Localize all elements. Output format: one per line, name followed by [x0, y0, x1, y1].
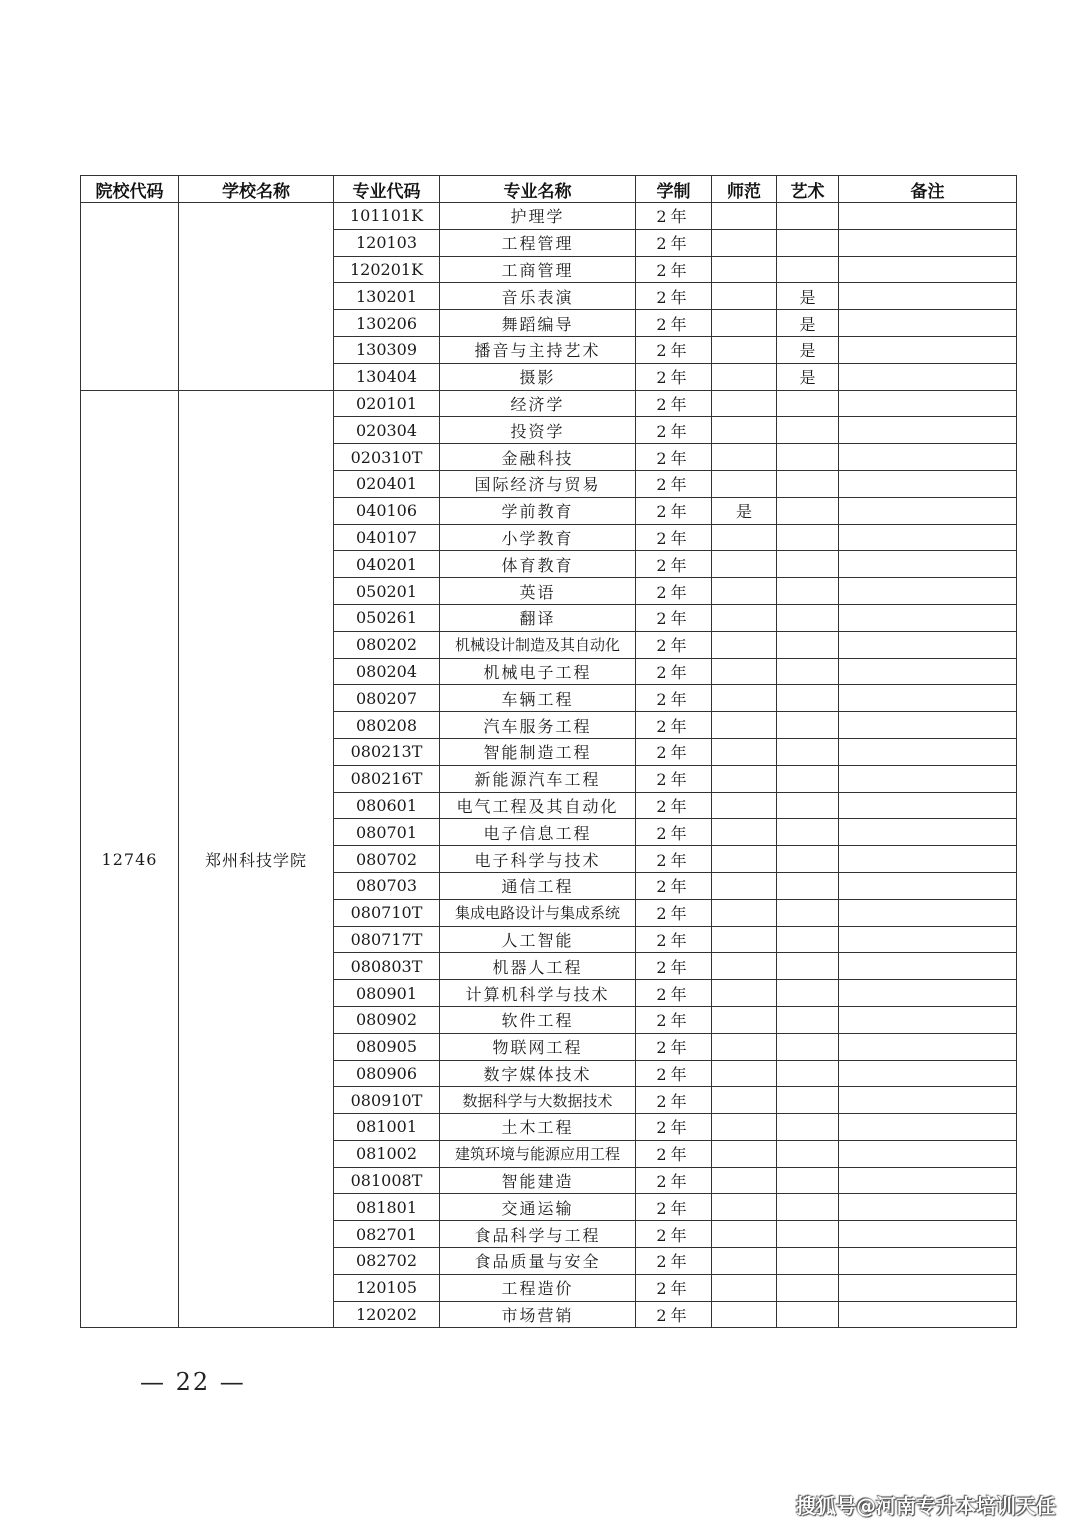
major-name-cell: 小学教育: [440, 524, 636, 551]
major-name-cell: 数字媒体技术: [440, 1060, 636, 1087]
major-code-cell: 080703: [334, 872, 440, 899]
normal-cell: [712, 953, 777, 980]
art-cell: [777, 980, 839, 1007]
header-normal: 师范: [712, 176, 777, 203]
note-cell: [839, 980, 1017, 1007]
years-cell: 2年: [636, 256, 712, 283]
major-name-cell: 土木工程: [440, 1114, 636, 1141]
note-cell: [839, 604, 1017, 631]
art-cell: [777, 1006, 839, 1033]
art-cell: [777, 1248, 839, 1275]
art-cell: 是: [777, 363, 839, 390]
major-name-cell: 机器人工程: [440, 953, 636, 980]
normal-cell: [712, 685, 777, 712]
years-cell: 2年: [636, 872, 712, 899]
major-code-cell: 020101: [334, 390, 440, 417]
major-code-cell: 080710T: [334, 899, 440, 926]
major-name-cell: 摄影: [440, 363, 636, 390]
normal-cell: [712, 980, 777, 1007]
table-header: [81, 176, 1017, 203]
years-cell: 2年: [636, 712, 712, 739]
art-cell: [777, 765, 839, 792]
major-code-cell: 120103: [334, 229, 440, 256]
major-code-cell: 040106: [334, 497, 440, 524]
major-name-cell: 新能源汽车工程: [440, 765, 636, 792]
normal-cell: [712, 631, 777, 658]
major-name-cell: 食品科学与工程: [440, 1221, 636, 1248]
art-cell: [777, 229, 839, 256]
major-code-cell: 120202: [334, 1301, 440, 1328]
art-cell: [777, 470, 839, 497]
note-cell: [839, 658, 1017, 685]
major-code-cell: 080901: [334, 980, 440, 1007]
normal-cell: 是: [712, 497, 777, 524]
note-cell: [839, 1140, 1017, 1167]
major-name-cell: 播音与主持艺术: [440, 336, 636, 363]
table-body: [81, 203, 1017, 1328]
major-name-cell: 人工智能: [440, 926, 636, 953]
major-code-cell: 101101K: [334, 203, 440, 230]
normal-cell: [712, 310, 777, 337]
years-cell: 2年: [636, 470, 712, 497]
major-name-cell: 护理学: [440, 203, 636, 230]
normal-cell: [712, 1221, 777, 1248]
major-code-cell: 040107: [334, 524, 440, 551]
major-name-cell: 金融科技: [440, 444, 636, 471]
major-code-cell: 081008T: [334, 1167, 440, 1194]
years-cell: 2年: [636, 363, 712, 390]
major-name-cell: 机械设计制造及其自动化: [440, 631, 636, 658]
normal-cell: [712, 712, 777, 739]
major-name-cell: 投资学: [440, 417, 636, 444]
major-name-cell: 工程造价: [440, 1274, 636, 1301]
normal-cell: [712, 658, 777, 685]
years-cell: 2年: [636, 1248, 712, 1275]
major-name-cell: 物联网工程: [440, 1033, 636, 1060]
years-cell: 2年: [636, 953, 712, 980]
years-cell: 2年: [636, 1274, 712, 1301]
years-cell: 2年: [636, 578, 712, 605]
note-cell: [839, 712, 1017, 739]
note-cell: [839, 524, 1017, 551]
note-cell: [839, 1167, 1017, 1194]
years-cell: 2年: [636, 283, 712, 310]
art-cell: [777, 685, 839, 712]
years-cell: 2年: [636, 1167, 712, 1194]
normal-cell: [712, 872, 777, 899]
art-cell: [777, 604, 839, 631]
normal-cell: [712, 604, 777, 631]
normal-cell: [712, 390, 777, 417]
note-cell: [839, 283, 1017, 310]
note-cell: [839, 1033, 1017, 1060]
major-name-cell: 计算机科学与技术: [440, 980, 636, 1007]
note-cell: [839, 1194, 1017, 1221]
art-cell: [777, 1033, 839, 1060]
note-cell: [839, 792, 1017, 819]
school-name-cell: [179, 203, 334, 391]
page-number: — 22 —: [140, 1368, 246, 1396]
major-code-cell: 081801: [334, 1194, 440, 1221]
major-code-cell: 050201: [334, 578, 440, 605]
major-name-cell: 经济学: [440, 390, 636, 417]
note-cell: [839, 685, 1017, 712]
major-code-cell: 130404: [334, 363, 440, 390]
major-name-cell: 翻译: [440, 604, 636, 631]
normal-cell: [712, 1087, 777, 1114]
major-name-cell: 音乐表演: [440, 283, 636, 310]
major-code-cell: 130201: [334, 283, 440, 310]
art-cell: [777, 1140, 839, 1167]
header-school-code: 院校代码: [81, 176, 179, 203]
art-cell: [777, 1087, 839, 1114]
table-row: [81, 390, 1017, 417]
note-cell: [839, 1221, 1017, 1248]
watermark: 搜狐号@河南专升本培训天任: [796, 1494, 1056, 1518]
normal-cell: [712, 551, 777, 578]
normal-cell: [712, 1301, 777, 1328]
note-cell: [839, 578, 1017, 605]
school-name-cell: 郑州科技学院: [179, 390, 334, 1328]
note-cell: [839, 229, 1017, 256]
art-cell: [777, 203, 839, 230]
normal-cell: [712, 336, 777, 363]
normal-cell: [712, 283, 777, 310]
normal-cell: [712, 926, 777, 953]
art-cell: [777, 872, 839, 899]
art-cell: [777, 658, 839, 685]
normal-cell: [712, 1006, 777, 1033]
years-cell: 2年: [636, 1301, 712, 1328]
years-cell: 2年: [636, 819, 712, 846]
years-cell: 2年: [636, 390, 712, 417]
normal-cell: [712, 444, 777, 471]
note-cell: [839, 1087, 1017, 1114]
years-cell: 2年: [636, 1060, 712, 1087]
major-code-cell: 130309: [334, 336, 440, 363]
major-name-cell: 通信工程: [440, 872, 636, 899]
years-cell: 2年: [636, 1114, 712, 1141]
major-name-cell: 集成电路设计与集成系统: [440, 899, 636, 926]
major-code-cell: 080906: [334, 1060, 440, 1087]
art-cell: [777, 444, 839, 471]
note-cell: [839, 765, 1017, 792]
majors-table: [80, 175, 1017, 1328]
art-cell: [777, 1167, 839, 1194]
major-code-cell: 080601: [334, 792, 440, 819]
art-cell: [777, 1060, 839, 1087]
major-name-cell: 交通运输: [440, 1194, 636, 1221]
art-cell: [777, 712, 839, 739]
major-code-cell: 080717T: [334, 926, 440, 953]
normal-cell: [712, 846, 777, 873]
normal-cell: [712, 417, 777, 444]
major-name-cell: 电气工程及其自动化: [440, 792, 636, 819]
note-cell: [839, 1060, 1017, 1087]
note-cell: [839, 444, 1017, 471]
art-cell: [777, 1221, 839, 1248]
art-cell: [777, 738, 839, 765]
years-cell: 2年: [636, 1194, 712, 1221]
note-cell: [839, 1114, 1017, 1141]
note-cell: [839, 1006, 1017, 1033]
normal-cell: [712, 1274, 777, 1301]
years-cell: 2年: [636, 1140, 712, 1167]
years-cell: 2年: [636, 1221, 712, 1248]
major-code-cell: 080902: [334, 1006, 440, 1033]
years-cell: 2年: [636, 203, 712, 230]
art-cell: [777, 390, 839, 417]
normal-cell: [712, 819, 777, 846]
art-cell: 是: [777, 336, 839, 363]
note-cell: [839, 363, 1017, 390]
art-cell: [777, 551, 839, 578]
note-cell: [839, 310, 1017, 337]
major-name-cell: 英语: [440, 578, 636, 605]
major-code-cell: 080207: [334, 685, 440, 712]
note-cell: [839, 417, 1017, 444]
note-cell: [839, 926, 1017, 953]
years-cell: 2年: [636, 497, 712, 524]
art-cell: [777, 497, 839, 524]
art-cell: 是: [777, 283, 839, 310]
major-code-cell: 080213T: [334, 738, 440, 765]
art-cell: [777, 1194, 839, 1221]
art-cell: [777, 417, 839, 444]
years-cell: 2年: [636, 336, 712, 363]
art-cell: [777, 1114, 839, 1141]
major-name-cell: 工程管理: [440, 229, 636, 256]
major-code-cell: 040201: [334, 551, 440, 578]
major-name-cell: 智能建造: [440, 1167, 636, 1194]
years-cell: 2年: [636, 1006, 712, 1033]
major-code-cell: 080803T: [334, 953, 440, 980]
note-cell: [839, 203, 1017, 230]
years-cell: 2年: [636, 685, 712, 712]
normal-cell: [712, 203, 777, 230]
major-code-cell: 120105: [334, 1274, 440, 1301]
years-cell: 2年: [636, 444, 712, 471]
art-cell: [777, 631, 839, 658]
years-cell: 2年: [636, 524, 712, 551]
major-name-cell: 体育教育: [440, 551, 636, 578]
major-name-cell: 软件工程: [440, 1006, 636, 1033]
major-code-cell: 082701: [334, 1221, 440, 1248]
note-cell: [839, 872, 1017, 899]
years-cell: 2年: [636, 792, 712, 819]
art-cell: 是: [777, 310, 839, 337]
major-code-cell: 081001: [334, 1114, 440, 1141]
header-art: 艺术: [777, 176, 839, 203]
years-cell: 2年: [636, 765, 712, 792]
normal-cell: [712, 524, 777, 551]
major-code-cell: 080905: [334, 1033, 440, 1060]
note-cell: [839, 953, 1017, 980]
art-cell: [777, 953, 839, 980]
note-cell: [839, 551, 1017, 578]
art-cell: [777, 846, 839, 873]
major-name-cell: 舞蹈编导: [440, 310, 636, 337]
major-name-cell: 国际经济与贸易: [440, 470, 636, 497]
years-cell: 2年: [636, 551, 712, 578]
years-cell: 2年: [636, 980, 712, 1007]
major-name-cell: 电子科学与技术: [440, 846, 636, 873]
years-cell: 2年: [636, 1087, 712, 1114]
note-cell: [839, 390, 1017, 417]
major-name-cell: 建筑环境与能源应用工程: [440, 1140, 636, 1167]
years-cell: 2年: [636, 417, 712, 444]
normal-cell: [712, 229, 777, 256]
major-name-cell: 学前教育: [440, 497, 636, 524]
major-name-cell: 电子信息工程: [440, 819, 636, 846]
art-cell: [777, 926, 839, 953]
school-code-cell: [81, 203, 179, 391]
normal-cell: [712, 1194, 777, 1221]
major-code-cell: 020310T: [334, 444, 440, 471]
note-cell: [839, 470, 1017, 497]
years-cell: 2年: [636, 229, 712, 256]
years-cell: 2年: [636, 658, 712, 685]
header-school-name: 学校名称: [179, 176, 334, 203]
header-major-name: 专业名称: [440, 176, 636, 203]
major-code-cell: 080204: [334, 658, 440, 685]
major-name-cell: 市场营销: [440, 1301, 636, 1328]
major-code-cell: 020304: [334, 417, 440, 444]
major-name-cell: 车辆工程: [440, 685, 636, 712]
art-cell: [777, 819, 839, 846]
normal-cell: [712, 1033, 777, 1060]
header-note: 备注: [839, 176, 1017, 203]
major-code-cell: 080701: [334, 819, 440, 846]
major-name-cell: 食品质量与安全: [440, 1248, 636, 1275]
header-years: 学制: [636, 176, 712, 203]
major-code-cell: 080216T: [334, 765, 440, 792]
normal-cell: [712, 765, 777, 792]
normal-cell: [712, 738, 777, 765]
note-cell: [839, 497, 1017, 524]
years-cell: 2年: [636, 899, 712, 926]
major-name-cell: 汽车服务工程: [440, 712, 636, 739]
normal-cell: [712, 470, 777, 497]
art-cell: [777, 524, 839, 551]
art-cell: [777, 899, 839, 926]
normal-cell: [712, 256, 777, 283]
normal-cell: [712, 1060, 777, 1087]
major-code-cell: 120201K: [334, 256, 440, 283]
normal-cell: [712, 578, 777, 605]
art-cell: [777, 1274, 839, 1301]
major-name-cell: 机械电子工程: [440, 658, 636, 685]
major-name-cell: 数据科学与大数据技术: [440, 1087, 636, 1114]
note-cell: [839, 336, 1017, 363]
years-cell: 2年: [636, 310, 712, 337]
major-code-cell: 080202: [334, 631, 440, 658]
note-cell: [839, 819, 1017, 846]
major-code-cell: 080702: [334, 846, 440, 873]
years-cell: 2年: [636, 604, 712, 631]
school-code-cell: 12746: [81, 390, 179, 1328]
note-cell: [839, 1248, 1017, 1275]
normal-cell: [712, 1167, 777, 1194]
major-code-cell: 081002: [334, 1140, 440, 1167]
art-cell: [777, 1301, 839, 1328]
years-cell: 2年: [636, 631, 712, 658]
note-cell: [839, 631, 1017, 658]
note-cell: [839, 1301, 1017, 1328]
normal-cell: [712, 792, 777, 819]
major-code-cell: 080910T: [334, 1087, 440, 1114]
normal-cell: [712, 899, 777, 926]
major-code-cell: 050261: [334, 604, 440, 631]
major-name-cell: 工商管理: [440, 256, 636, 283]
years-cell: 2年: [636, 738, 712, 765]
major-code-cell: 080208: [334, 712, 440, 739]
years-cell: 2年: [636, 846, 712, 873]
art-cell: [777, 578, 839, 605]
note-cell: [839, 899, 1017, 926]
note-cell: [839, 256, 1017, 283]
note-cell: [839, 846, 1017, 873]
header-row: [81, 176, 1017, 203]
years-cell: 2年: [636, 926, 712, 953]
normal-cell: [712, 363, 777, 390]
normal-cell: [712, 1248, 777, 1275]
header-major-code: 专业代码: [334, 176, 440, 203]
note-cell: [839, 1274, 1017, 1301]
major-name-cell: 智能制造工程: [440, 738, 636, 765]
major-code-cell: 130206: [334, 310, 440, 337]
major-code-cell: 082702: [334, 1248, 440, 1275]
art-cell: [777, 792, 839, 819]
table-row: [81, 203, 1017, 230]
art-cell: [777, 256, 839, 283]
major-code-cell: 020401: [334, 470, 440, 497]
years-cell: 2年: [636, 1033, 712, 1060]
normal-cell: [712, 1140, 777, 1167]
normal-cell: [712, 1114, 777, 1141]
note-cell: [839, 738, 1017, 765]
